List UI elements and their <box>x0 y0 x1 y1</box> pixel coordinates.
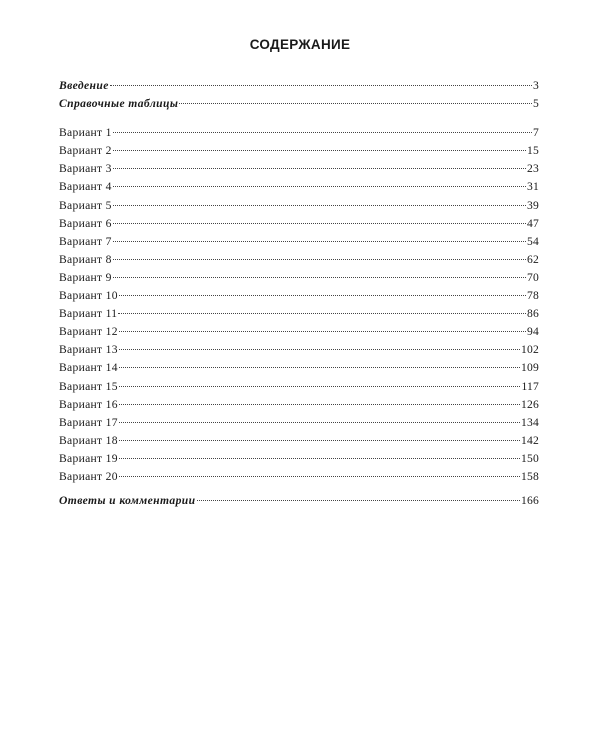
dot-leader <box>118 313 526 314</box>
toc-entry-variant-14[interactable] <box>59 359 539 377</box>
dot-leader <box>119 422 520 423</box>
toc-entry-page: 117 <box>521 379 539 393</box>
toc-entry-label: Вариант 10 <box>59 289 118 303</box>
toc-entry-variant-5[interactable] <box>59 197 539 215</box>
dot-leader <box>113 205 526 206</box>
dot-leader <box>113 223 526 224</box>
dot-leader <box>119 386 521 387</box>
toc-entry-variant-15[interactable] <box>59 378 539 396</box>
dot-leader <box>119 458 520 459</box>
toc-entry-page: 78 <box>527 289 539 303</box>
toc-entry-page: 15 <box>527 144 539 158</box>
toc-entry-label: Ответы и комментарии <box>59 494 196 508</box>
dot-leader <box>197 500 521 501</box>
toc-entry-variant-1[interactable] <box>59 124 539 142</box>
dot-leader <box>119 440 520 441</box>
page-title: СОДЕРЖАНИЕ <box>249 37 351 52</box>
toc-entry-label: Вариант 17 <box>59 415 118 429</box>
toc-entry-page: 142 <box>521 433 539 447</box>
dot-leader <box>119 404 520 405</box>
toc-entry-variant-6[interactable] <box>59 215 539 233</box>
toc-entry-variant-2[interactable] <box>59 142 539 160</box>
toc-entry-variant-4[interactable] <box>59 178 539 196</box>
toc-entry-page: 31 <box>527 180 539 194</box>
toc-entry-page: 94 <box>527 325 539 339</box>
toc-entry-variant-13[interactable] <box>59 341 539 359</box>
toc-entry-label: Вариант 14 <box>59 361 118 375</box>
toc-entry-page: 62 <box>527 252 539 266</box>
toc-entry-page: 70 <box>527 270 539 284</box>
dot-leader <box>113 150 526 151</box>
toc-entry-label: Вариант 7 <box>59 234 112 248</box>
toc-entry-variant-16[interactable] <box>59 396 539 414</box>
toc-entry-label: Вариант 18 <box>59 433 118 447</box>
toc-entry-label: Вариант 9 <box>59 270 112 284</box>
toc-entry-variant-20[interactable] <box>59 468 539 486</box>
toc-entry-label: Вариант 5 <box>59 198 112 212</box>
toc-entry-page: 150 <box>521 451 539 465</box>
toc-entry-page: 3 <box>533 79 539 92</box>
toc-entry-variant-7[interactable] <box>59 233 539 251</box>
section-gap <box>59 113 539 124</box>
table-of-contents <box>59 77 539 510</box>
dot-leader <box>113 259 526 260</box>
toc-entry-page: 23 <box>527 162 539 176</box>
toc-entry-variant-11[interactable] <box>59 305 539 323</box>
toc-entry-page: 5 <box>533 97 539 111</box>
dot-leader <box>113 277 526 278</box>
toc-entry-page: 47 <box>527 216 539 230</box>
toc-entry-page: 126 <box>521 397 539 411</box>
variants-list <box>59 124 539 486</box>
toc-entry-variant-18[interactable] <box>59 432 539 450</box>
toc-entry-answers[interactable] <box>59 492 539 510</box>
toc-entry-label: Вариант 11 <box>59 307 118 321</box>
toc-entry-label: Вариант 19 <box>59 451 118 465</box>
dot-leader <box>119 349 520 350</box>
dot-leader <box>113 132 532 133</box>
toc-entry-page: 7 <box>533 126 539 140</box>
dot-leader <box>113 168 526 169</box>
dot-leader <box>119 476 520 477</box>
toc-entry-label: Справочные таблицы <box>59 97 179 111</box>
toc-entry-page: 134 <box>521 415 539 429</box>
dot-leader <box>179 103 532 104</box>
toc-entry-label: Вариант 3 <box>59 162 112 176</box>
toc-entry-variant-17[interactable] <box>59 414 539 432</box>
toc-entry-intro[interactable] <box>59 77 539 95</box>
toc-entry-label: Вариант 4 <box>59 180 112 194</box>
toc-entry-label: Вариант 8 <box>59 252 112 266</box>
dot-leader <box>119 331 526 332</box>
toc-entry-page: 166 <box>521 494 539 508</box>
toc-entry-label: Вариант 13 <box>59 343 118 357</box>
toc-entry-page: 54 <box>527 234 539 248</box>
toc-entry-label: Вариант 15 <box>59 379 118 393</box>
toc-entry-page: 109 <box>521 361 539 375</box>
toc-entry-label: Вариант 6 <box>59 216 112 230</box>
toc-entry-page: 86 <box>527 307 539 321</box>
dot-leader <box>113 241 526 242</box>
toc-entry-page: 102 <box>521 343 539 357</box>
toc-entry-variant-19[interactable] <box>59 450 539 468</box>
dot-leader <box>119 295 526 296</box>
toc-entry-page: 39 <box>527 198 539 212</box>
dot-leader <box>119 367 520 368</box>
dot-leader <box>113 186 526 187</box>
toc-entry-variant-8[interactable] <box>59 251 539 269</box>
toc-entry-label: Вариант 12 <box>59 325 118 339</box>
toc-entry-label: Вариант 20 <box>59 469 118 483</box>
toc-entry-label: Вариант 2 <box>59 144 112 158</box>
toc-entry-variant-10[interactable] <box>59 287 539 305</box>
toc-entry-label: Вариант 16 <box>59 397 118 411</box>
toc-entry-reference-tables[interactable] <box>59 95 539 113</box>
toc-entry-variant-3[interactable] <box>59 160 539 178</box>
toc-entry-variant-12[interactable] <box>59 323 539 341</box>
dot-leader <box>110 85 532 86</box>
toc-entry-page: 158 <box>521 469 539 483</box>
toc-entry-label: Введение <box>59 79 109 92</box>
toc-entry-variant-9[interactable] <box>59 269 539 287</box>
toc-entry-label: Вариант 1 <box>59 126 112 140</box>
